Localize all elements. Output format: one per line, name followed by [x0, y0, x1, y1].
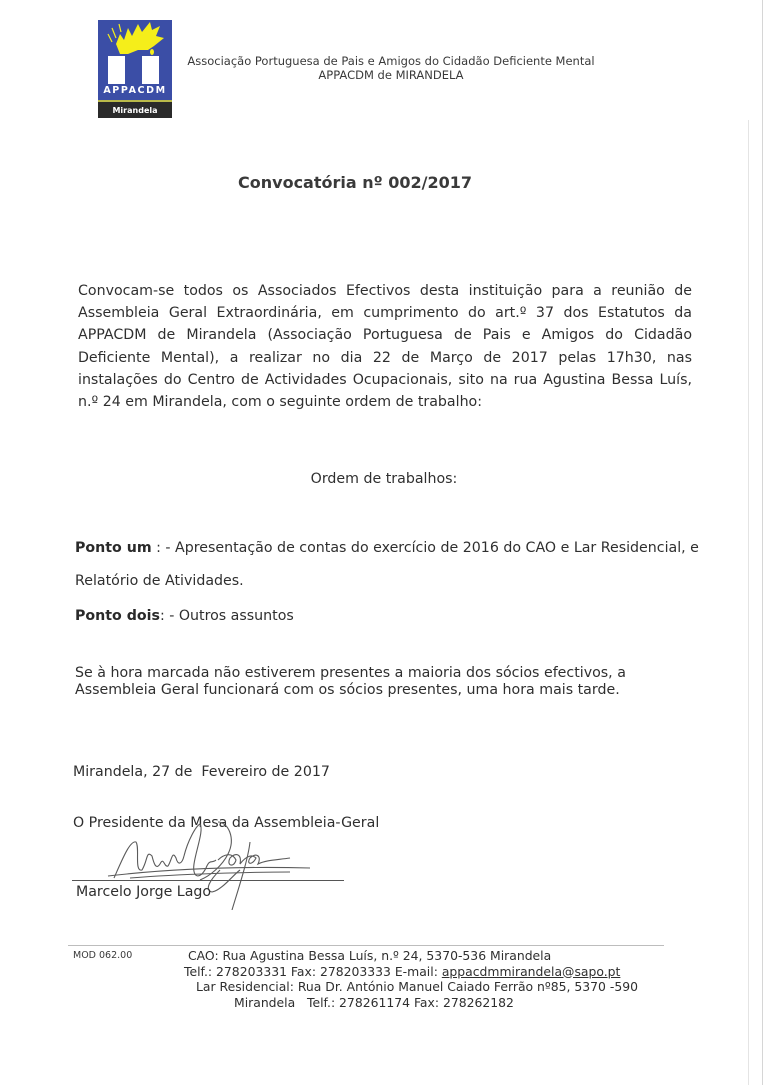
- agenda-item-2: [75, 608, 294, 624]
- document-title: Convocatória nº 002/2017: [238, 173, 472, 192]
- agenda-item-label: Ponto um: [75, 540, 152, 556]
- page-edge: [762, 0, 763, 1085]
- logo-city: Mirandela: [98, 100, 172, 118]
- page-edge-shadow: [748, 120, 749, 1085]
- appacdm-logo: [98, 20, 172, 118]
- org-name: Associação Portuguesa de Pais e Amigos do Cidadão Deficiente Mental: [187, 54, 595, 68]
- agenda-item-text: Outros assuntos: [178, 608, 294, 624]
- footer-divider: [68, 945, 664, 946]
- agenda-item-text: Apresentação de contas do exercício de 2016 do CAO e Lar Residencial, e: [175, 540, 699, 556]
- signature-line: [72, 880, 344, 881]
- org-branch: APPACDM de MIRANDELA: [318, 68, 464, 82]
- agenda-item-separator: : -: [159, 608, 179, 624]
- convocation-paragraph: Convocam-se todos os Associados Efectivos desta instituição para a reunião de Assembleia Geral Extraordinária, em cumprimento do art.º 37 dos Estatutos da APPACDM de Mirandela (Associação Portuguesa de Pais e Amigos do Cidadão Deficiente Mental), a realizar no dia 22 de Março de 2017 pelas 17h30, nas instalações do Centro de Actividades Ocupacionais, sito na rua Agustina Bessa Luís, n.º 24 em Mirandela, com o seguinte ordem de trabalho:: [78, 283, 692, 411]
- agenda-item-label: Ponto dois: [75, 608, 160, 624]
- sun-candles-icon: [98, 20, 172, 84]
- quorum-notice: Se à hora marcada não estiverem presentes a maioria dos sócios efectivos, a Assembleia Geral funcionará com os sócios presentes, uma hora mais tarde.: [75, 665, 626, 698]
- organization-header: [186, 54, 596, 82]
- date-line: Mirandela, 27 de Fevereiro de 2017: [73, 764, 330, 780]
- logo-acronym: APPACDM: [98, 84, 172, 98]
- agenda-item-1: [75, 540, 700, 556]
- footer-residence-address: Lar Residencial: Rua Dr. António Manuel Caiado Ferrão nº85, 5370 -590: [196, 979, 638, 994]
- footer-cao-contacts: [180, 964, 640, 980]
- footer-contact: [180, 948, 640, 1010]
- signer-role: O Presidente da Mesa da Assembleia-Geral: [73, 815, 380, 831]
- footer-phone-fax: Telf.: 278203331 Fax: 278203333 E-mail:: [184, 963, 442, 979]
- signer-name: Marcelo Jorge Lago: [76, 884, 212, 900]
- footer-cao-address: CAO: Rua Agustina Bessa Luís, n.º 24, 5370-536 Mirandela: [188, 948, 552, 963]
- footer-residence-contacts: Mirandela Telf.: 278261174 Fax: 278262182: [234, 994, 514, 1010]
- form-code: MOD 062.00: [73, 950, 133, 961]
- agenda-item-separator: : -: [151, 540, 176, 556]
- email-link[interactable]: appacdmmirandela@sapo.pt: [441, 963, 621, 979]
- agenda-heading: Ordem de trabalhos:: [310, 471, 458, 487]
- agenda-item-1-continuation: Relatório de Atividades.: [75, 573, 244, 589]
